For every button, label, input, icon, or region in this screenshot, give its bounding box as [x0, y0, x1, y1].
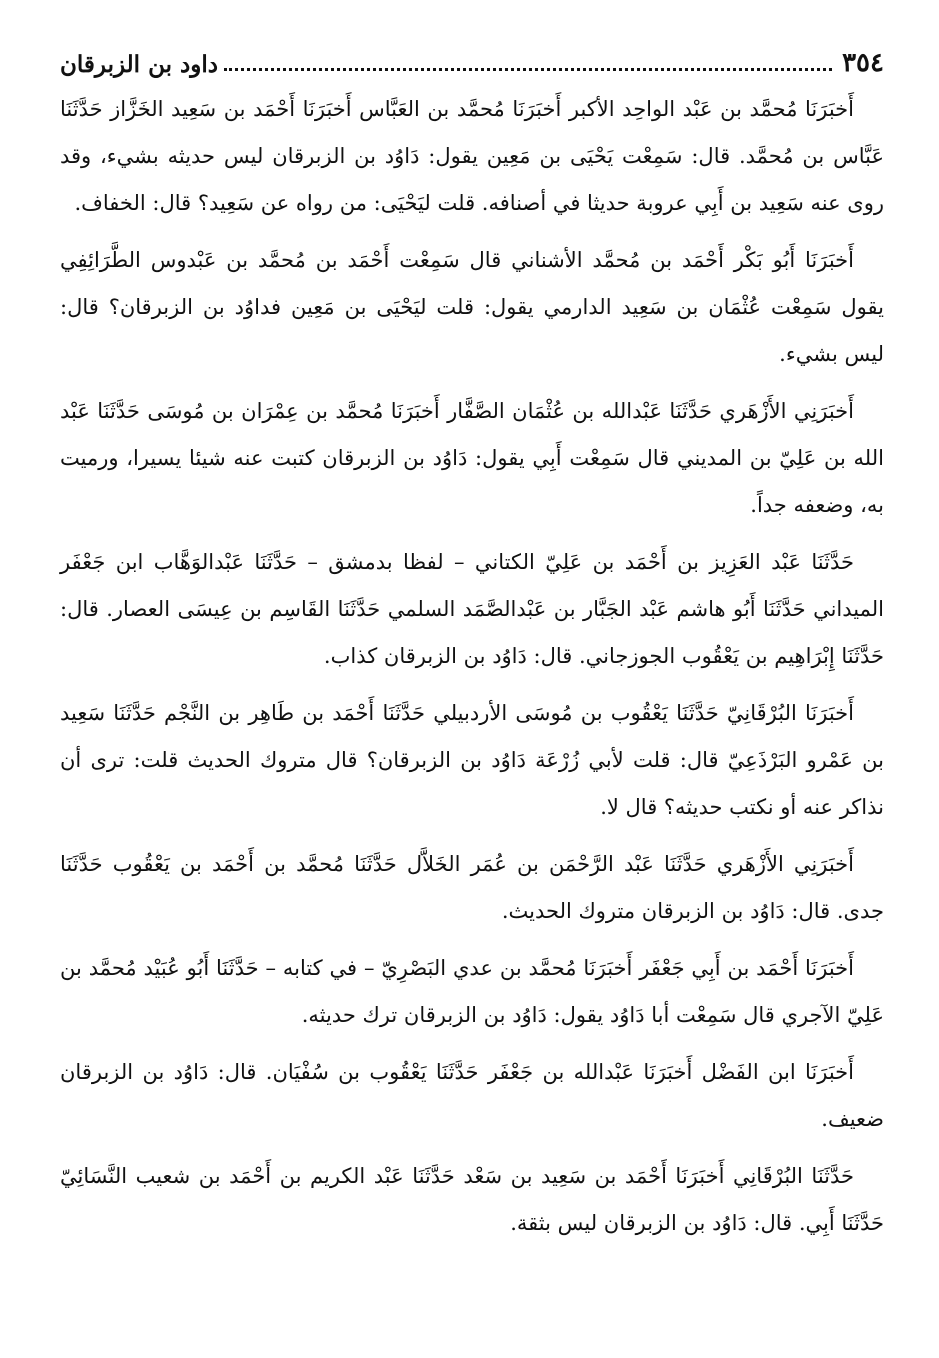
- paragraph-3: [60, 388, 884, 529]
- paragraph-2: [60, 237, 884, 378]
- paragraph-9: [60, 1153, 884, 1247]
- paragraph-text: حَدَّثَنَا البُرْقَانِي أَخبَرَنَا أَحْمَد بن سَعِيد بن سَعْد حَدَّثَنَا عَبْد الكريم بن أَحْمَد بن شعيب النَّسَائِيّ حَدَّثَنَا أَبِي. قال: دَاوُد بن الزبرقان ليس بثقة.: [60, 1164, 884, 1235]
- paragraph-8: [60, 1049, 884, 1143]
- paragraph-text: أَخبَرَنِي الأَزْهَري حَدَّثَنَا عَبْدالله بن عُثْمَان الصَّفَّار أَخبَرَنَا مُحمَّد بن عِمْرَان بن مُوسَى حَدَّثَنَا عَبْد الله بن عَلِيّ بن المديني قال سَمِعْت أَبِي يقول: دَاوُد بن الزبرقان كتبت عنه شيئا يسيرا، ورميت به، وضعفه جداً.: [60, 399, 884, 517]
- paragraph-text: أَخبَرَنِي الأَزْهَري حَدَّثَنَا عَبْد الرَّحْمَن بن عُمَر الخَلاَّل حَدَّثَنَا مُحمَّد بن أَحْمَد بن يَعْقُوب حَدَّثَنَا جدى. قال: دَاوُد بن الزبرقان متروك الحديث.: [60, 852, 884, 923]
- paragraph-4: [60, 539, 884, 680]
- paragraph-1: [60, 86, 884, 227]
- paragraph-text: أَخبَرَنَا البُرْقَانِيّ حَدَّثَنَا يَعْقُوب بن مُوسَى الأردبيلي حَدَّثَنَا أَحْمَد بن طَاهِر بن النَّجْم حَدَّثَنَا سَعِيد بن عَمْرو البَرْذَعِيّ قال: قلت لأبي زُرْعَة دَاوُد بن الزبرقان؟ قال متروك الحديث قلت: ترى أن نذاكر عنه أو نكتب حديثه؟ قال لا.: [60, 701, 884, 819]
- page-header: [60, 30, 884, 78]
- running-title: داود بن الزبرقان: [60, 51, 218, 78]
- paragraph-text: أَخبَرَنَا أَبُو بَكْر أَحْمَد بن مُحمَّد الأشناني قال سَمِعْت أَحْمَد بن مُحمَّد بن عَبْدوس الطَّرَائِفِي يقول سَمِعْت عُثْمَان بن سَعِيد الدارمي يقول: قلت ليَحْيَى بن مَعِين فداوُد بن الزبرقان؟ قال: ليس بشيء.: [60, 248, 884, 366]
- paragraph-5: [60, 690, 884, 831]
- paragraph-text: حَدَّثَنَا عَبْد العَزِيز بن أَحْمَد بن عَلِيّ الكتاني – لفظا بدمشق – حَدَّثَنَا عَبْدالوَهَّاب ابن جَعْفَر الميداني حَدَّثَنَا أَبُو هاشم عَبْد الجَبَّار بن عَبْدالصَّمَد السلمي حَدَّثَنَا القَاسِم بن عِيسَى العصار. قال: حَدَّثَنَا إِبْرَاهِيم بن يَعْقُوب الجوزجاني. قال: دَاوُد بن الزبرقان كذاب.: [60, 550, 884, 668]
- paragraph-6: [60, 841, 884, 935]
- paragraph-text: أَخبَرَنَا ابن الفَضْل أَخبَرَنَا عَبْدالله بن جَعْفَر حَدَّثَنَا يَعْقُوب بن سُفْيَان. قال: دَاوُد بن الزبرقان ضعيف.: [60, 1060, 884, 1131]
- paragraph-7: [60, 945, 884, 1039]
- paragraph-text: أَخبَرَنَا مُحمَّد بن عَبْد الواحِد الأكبر أَخبَرَنَا مُحمَّد بن العَبَّاس أَخبَرَنَا أَحْمَد بن سَعِيد الخَزَّاز حَدَّثَنَا عَبَّاس بن مُحمَّد. قال: سَمِعْت يَحْيَى بن مَعِين يقول: دَاوُد بن الزبرقان ليس حديثه بشيء، وقد روى عنه سَعِيد بن أَبِي عروبة حديثا في أصنافه. قلت ليَحْيَى: من رواه عن سَعِيد؟ قال: الخفاف.: [60, 97, 884, 215]
- paragraph-text: أَخبَرَنَا أَحْمَد بن أَبِي جَعْفَر أَخبَرَنَا مُحمَّد بن عدي البَصْرِيّ – في كتابه – حَدَّثَنَا أَبُو عُبَيْد مُحمَّد بن عَلِيّ الآجري قال سَمِعْت أبا دَاوُد يقول: دَاوُد بن الزبرقان ترك حديثه.: [60, 956, 884, 1027]
- dotted-leader: [224, 68, 832, 71]
- page-number: ٣٥٤: [842, 48, 884, 78]
- page-body: [60, 86, 884, 1247]
